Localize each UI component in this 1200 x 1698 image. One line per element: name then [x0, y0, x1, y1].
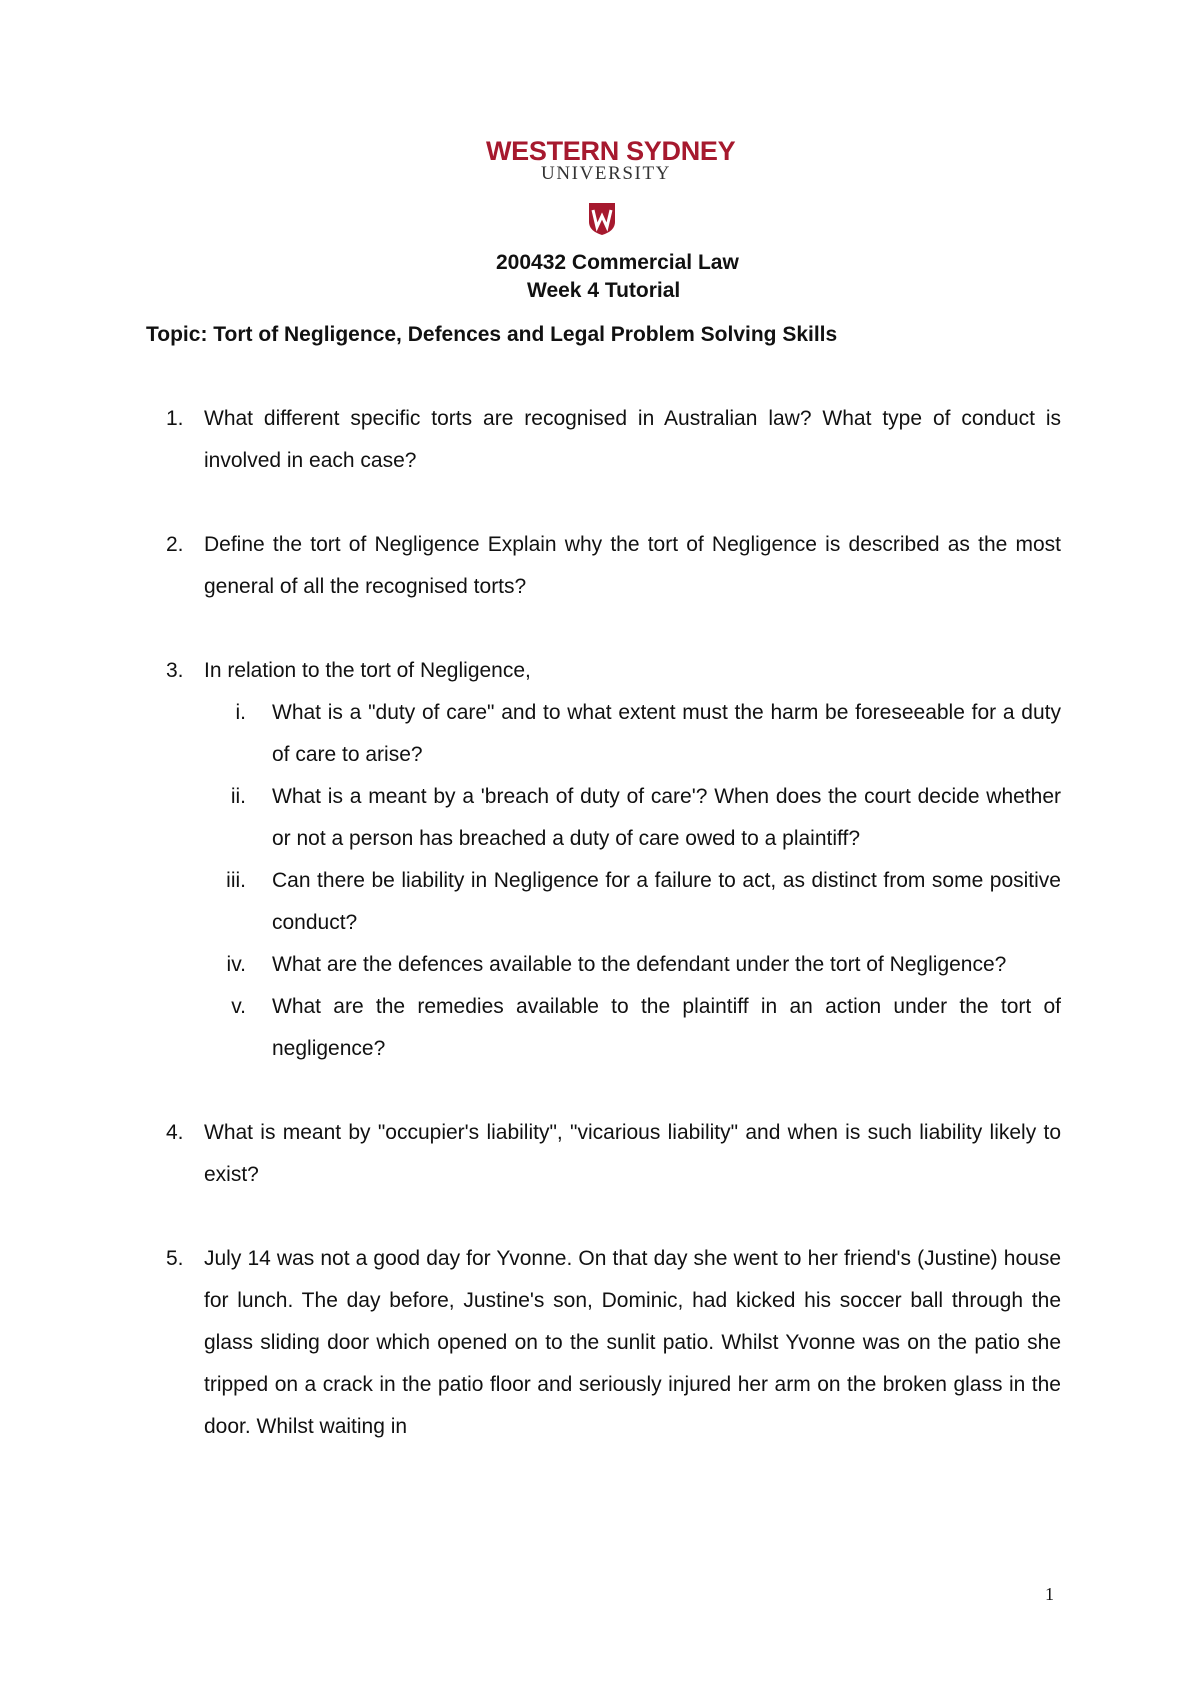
question-text: July 14 was not a good day for Yvonne. On that day she went to her friend's (Justine) house for lunch. The day before, Justine's son, Dominic, had kicked his soccer ball through the glass sliding door which opened on to the sunlit patio. Whilst Yvonne was on the patio she tripped on a crack in the patio floor and seriously injured her arm on the broken glass in the door. Whilst waiting in [204, 1247, 1061, 1438]
question-3 [166, 650, 1061, 1070]
question-number: 5. [166, 1247, 184, 1270]
sub-question-iv [166, 944, 1061, 986]
sub-question-number: iii. [226, 869, 246, 892]
course-title: 200432 Commercial Law [496, 251, 739, 274]
question-text: What different specific torts are recognised in Australian law? What type of conduct is involved in each case? [204, 407, 1061, 472]
sub-question-text: What are the defences available to the defendant under the tort of Negligence? [272, 953, 1007, 976]
sub-question-iii [166, 860, 1061, 944]
sub-question-ii [166, 776, 1061, 860]
sub-question-text: Can there be liability in Negligence for a failure to act, as distinct from some positive conduct? [272, 869, 1061, 934]
sub-question-number: iv. [226, 953, 246, 976]
question-list [166, 398, 1061, 1490]
week-title: Week 4 Tutorial [527, 279, 681, 302]
sub-question-number: ii. [230, 785, 246, 808]
question-number: 4. [166, 1121, 184, 1144]
question-text: In relation to the tort of Negligence, [204, 659, 531, 682]
question-text: Define the tort of Negligence Explain why the tort of Negligence is described as the most general of all the recognised torts? [204, 533, 1061, 598]
question-number: 1. [166, 407, 184, 430]
question-4 [166, 1112, 1061, 1196]
sub-question-text: What is a meant by a 'breach of duty of care'? When does the court decide whether or not a person has breached a duty of care owed to a plaintiff? [272, 785, 1061, 850]
university-logo [486, 136, 736, 184]
page-number: 1 [1045, 1584, 1054, 1604]
sub-question-text: What are the remedies available to the plaintiff in an action under the tort of negligence? [272, 995, 1061, 1060]
question-number: 3. [166, 659, 184, 682]
logo-wordmark: WESTERN SYDNEY [486, 136, 736, 166]
sub-question-v [166, 986, 1061, 1070]
crest-icon [588, 202, 616, 236]
sub-question-i [166, 692, 1061, 776]
sub-question-number: i. [235, 701, 246, 724]
topic-heading: Topic: Tort of Negligence, Defences and Legal Problem Solving Skills [146, 323, 838, 346]
question-number: 2. [166, 533, 184, 556]
logo-subtitle: UNIVERSITY [541, 163, 671, 184]
question-text: What is meant by "occupier's liability", "vicarious liability" and when is such liability likely to exist? [204, 1121, 1061, 1186]
sub-question-text: What is a "duty of care" and to what extent must the harm be foreseeable for a duty of care to arise? [272, 701, 1061, 766]
question-2 [166, 524, 1061, 608]
question-5 [166, 1238, 1061, 1448]
question-1 [166, 398, 1061, 482]
sub-question-number: v. [231, 995, 246, 1018]
sub-question-list [166, 692, 1061, 1070]
